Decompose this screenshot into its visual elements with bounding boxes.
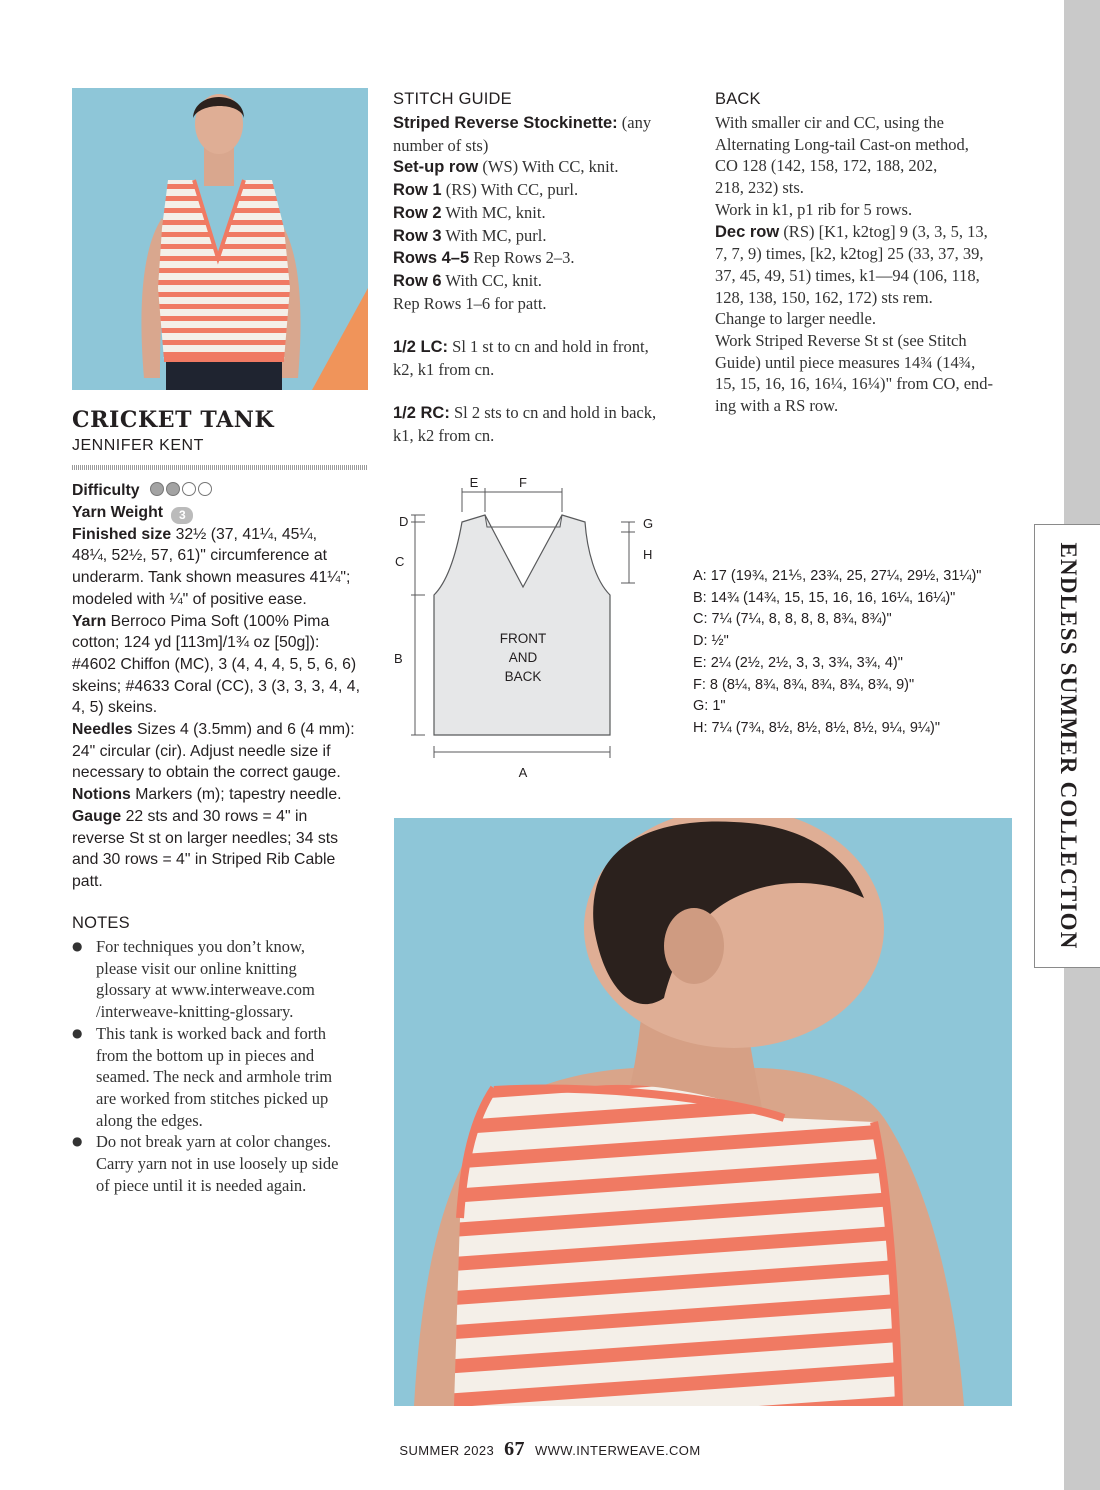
spec-line: Finished size 32½ (37, 41¼, 45¼, [72,525,317,543]
difficulty-dot-empty [182,482,196,496]
term-text: Rep Rows 2–3. [469,248,575,268]
spec-line: underarm. Tank shown measures 41¼"; [72,569,351,587]
spec-line: Yarn Berroco Pima Soft (100% Pima [72,612,330,630]
text-line [393,247,693,270]
term-text: Work in k1, p1 rib for 5 rows. [715,199,913,219]
designer-name: JENNIFER KENT [72,437,204,454]
section-tab-label: ENDLESS SUMMER COLLECTION [1055,542,1081,950]
dim-label-d: D [399,514,409,529]
spec-line: Needles Sizes 4 (3.5mm) and 6 (4 mm): [72,721,355,739]
text-line [393,135,693,157]
measurement-line: H: 7¼ (7¾, 8½, 8½, 8½, 8½, 9¼, 9¼)" [693,719,940,736]
term-text: With CC, knit. [441,270,542,290]
photo-back-illustration [394,818,1012,1406]
dim-label-f: F [519,475,527,490]
text-line [393,359,693,381]
measurement-line: G: 1" [693,698,726,715]
text-line [393,179,693,202]
text-line [393,402,693,425]
term-text: k2, k1 from cn. [393,359,495,379]
text-line [715,177,1025,199]
term-text: 37, 45, 49, 51) times, k1—94 (106, 118, [715,265,980,285]
garment-outline [434,515,610,735]
note-line: glossary at www.interweave.com [96,980,315,1000]
text-line [715,373,1025,395]
spec-line: Gauge 22 sts and 30 rows = 4" in [72,807,308,825]
note-line: of piece until it is needed again. [96,1175,307,1195]
yarn-weight-label: Yarn Weight [72,503,163,521]
text-line [393,380,693,402]
note-line: please visit our online knitting [96,958,297,978]
difficulty-row [72,480,372,502]
term-text: ing with a RS row. [715,396,839,416]
yarn-weight-icon: 3 [171,507,193,524]
term-label: Row 2 [393,203,442,222]
term-text: (WS) With CC, knit. [478,157,619,177]
difficulty-dot-filled [166,482,180,496]
term-label: 1/2 RC: [393,404,450,423]
neck-band [485,515,562,527]
text-line [715,352,1025,374]
measurement-line: D: ½" [693,633,729,650]
term-label: Set-up row [393,158,479,177]
text-line [393,156,693,179]
section-tab [1034,524,1100,968]
text-line [715,287,1025,309]
note-line: /interweave-knitting-glossary. [96,1002,294,1022]
note-item [72,936,372,1023]
spec-line: reverse St st on larger needles; 34 sts [72,829,339,847]
note-line: Carry yarn not in use loosely up side [96,1154,339,1174]
dim-label-b: B [394,651,403,666]
text-line [715,243,1025,265]
term-label: Rows 4–5 [393,249,470,268]
stitch-guide-body [393,112,693,447]
text-line [715,112,1025,134]
page-number: 67 [504,1438,525,1460]
term-text: k1, k2 from cn. [393,425,495,445]
text-line [393,270,693,293]
spec-line: modeled with ¼" of positive ease. [72,590,307,608]
term-label: Dec row [715,222,780,241]
text-line [393,112,693,135]
spec-line: necessary to obtain the correct gauge. [72,764,341,782]
note-line: ● For techniques you don’t know, [96,937,305,956]
note-line: along the edges. [96,1110,203,1130]
dim-label-a: A [518,765,528,780]
text-line [715,330,1025,352]
schematic-diagram [385,470,675,790]
note-item [72,1023,372,1132]
pattern-specs [72,480,372,893]
term-label: 1/2 LC: [393,338,449,357]
text-line [393,314,693,336]
spec-line: and 30 rows = 4" in Striped Rib Cable [72,851,336,869]
photo-back-view [394,818,1012,1406]
piece-label-line: BACK [504,669,542,684]
spec-line: skeins; #4633 Coral (CC), 3 (3, 3, 3, 4, 4, [72,677,360,695]
term-text: 15, 15, 16, 16, 16¼, 16¼)" from CO, end- [715,374,994,394]
dim-label-c: C [395,554,405,569]
dim-label-g: G [643,516,654,531]
text-line [393,225,693,248]
page-footer [0,1438,1100,1461]
term-text: 128, 138, 150, 162, 172) sts rem. [715,287,933,307]
note-line: are worked from stitches picked up [96,1088,329,1108]
yarn-weight-row [72,502,372,524]
notes-heading: NOTES [72,914,130,932]
spec-line: cotton; 124 yd [113m]/1¾ oz [50g]): [72,634,320,652]
term-text: (RS) [K1, k2tog] 9 (3, 3, 5, 13, [779,221,988,241]
measurement-line: C: 7¼ (7¼, 8, 8, 8, 8, 8¾, 8¾)" [693,611,892,628]
back-body [715,112,1025,417]
term-label: Row 3 [393,226,442,245]
stitch-guide-heading: STITCH GUIDE [393,90,512,108]
spec-line: patt. [72,872,103,890]
difficulty-dot-filled [150,482,164,496]
measurement-line: B: 14¾ (14¾, 15, 15, 16, 16, 16¼, 16¼)" [693,589,956,606]
text-line [393,336,693,359]
pattern-title: CRICKET TANK [72,407,275,433]
term-text: CO 128 (142, 158, 172, 188, 202, [715,156,938,176]
difficulty-label: Difficulty [72,482,140,499]
text-line [393,425,693,447]
text-line [393,202,693,225]
term-text: Rep Rows 1–6 for patt. [393,293,547,313]
text-line [715,308,1025,330]
term-text: (any [617,113,652,132]
text-line [715,134,1025,156]
term-text: Alternating Long-tail Cast-on method, [715,134,969,154]
website-url: WWW.INTERWEAVE.COM [534,1443,701,1458]
term-text: Sl 2 sts to cn and hold in back, [449,403,657,423]
text-line [715,265,1025,287]
term-text: Work Striped Reverse St st (see Stitch [715,331,967,351]
difficulty-dot-empty [198,482,212,496]
back-heading: BACK [715,90,761,108]
difficulty-rating [150,482,214,499]
term-text: Sl 1 st to cn and hold in front, [448,337,649,357]
dim-label-h: H [643,547,653,562]
photo-front-illustration [72,88,368,390]
term-text: (RS) With CC, purl. [441,180,579,200]
text-line [715,199,1025,221]
term-text: With MC, knit. [441,202,546,222]
divider-rule [72,465,368,470]
piece-label-line: AND [508,650,538,665]
spec-line: 4, 5) skeins. [72,699,158,717]
dim-label-e: E [469,475,479,490]
note-line: from the bottom up in pieces and [96,1045,315,1065]
term-label: Row 1 [393,181,442,200]
note-line: seamed. The neck and armhole trim [96,1067,333,1087]
term-text: 7, 7, 9) times, [k2, k2tog] 25 (33, 37, 39, [715,244,984,264]
notes-list [72,936,372,1196]
note-line: ● This tank is worked back and forth [96,1023,327,1043]
note-line: ● Do not break yarn at color changes. [96,1132,332,1152]
piece-label-line: FRONT [499,631,547,646]
measurement-line: E: 2¼ (2½, 2½, 3, 3, 3¾, 3¾, 4)" [693,654,903,671]
measurement-line: F: 8 (8¼, 8¾, 8¾, 8¾, 8¾, 8¾, 9)" [693,676,915,693]
term-text: With MC, purl. [441,225,547,245]
spec-line: 24" circular (cir). Adjust needle size if [72,742,331,760]
issue-label: SUMMER 2023 [399,1443,495,1458]
text-line [715,221,1025,244]
term-text: number of sts) [393,135,489,155]
text-line [393,293,693,315]
term-text: 218, 232) sts. [715,178,804,198]
term-label: Row 6 [393,271,442,290]
measurement-list [693,566,1033,740]
term-text: Guide) until piece measures 14¾ (14¾, [715,352,976,372]
text-line [715,395,1025,417]
term-text: With smaller cir and CC, using the [715,113,944,132]
measurement-line: A: 17 (19¾, 21⅕, 23¾, 25, 27¼, 29½, 31¼)" [693,568,982,584]
term-label: Striped Reverse Stockinette: [393,114,618,132]
spec-line: #4602 Chiffon (MC), 3 (4, 4, 4, 5, 5, 6, 6) [72,655,357,673]
spec-line: Notions Markers (m); tapestry needle. [72,786,342,804]
photo-front-view [72,88,368,390]
term-text: Change to larger needle. [715,309,876,329]
text-line [715,155,1025,177]
note-item [72,1131,372,1196]
spec-line: 48¼, 52½, 57, 61)" circumference at [72,547,327,565]
